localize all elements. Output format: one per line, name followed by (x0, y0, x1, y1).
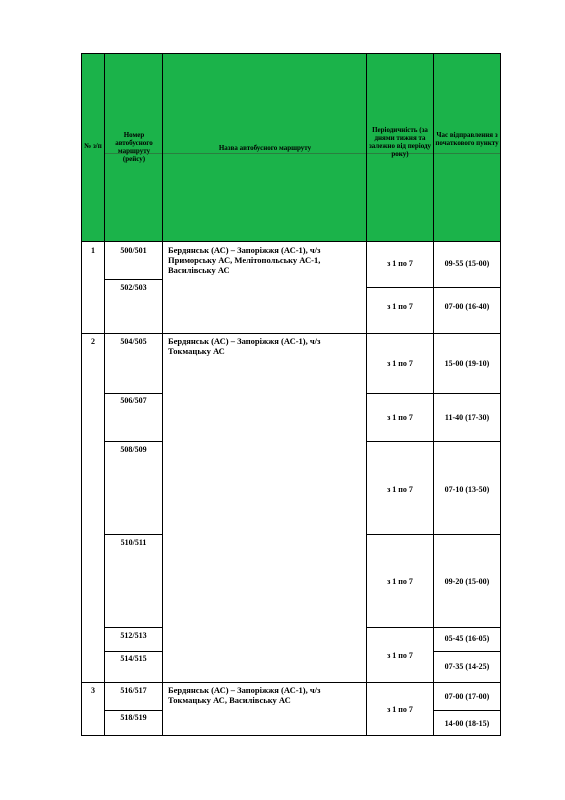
departure-time: 07-10 (13-50) (444, 485, 490, 494)
border (104, 534, 162, 535)
border (104, 651, 162, 652)
border (81, 682, 501, 683)
route-number: 500/501 (120, 246, 147, 255)
header-subline (162, 153, 366, 154)
departure-time: 09-20 (15-00) (444, 577, 490, 586)
border (81, 53, 82, 736)
border (81, 53, 501, 54)
route-number: 514/515 (120, 654, 147, 663)
header-subline (433, 153, 500, 154)
border (366, 534, 501, 535)
header-num: № з/п (84, 142, 102, 150)
route-number: 508/509 (120, 445, 147, 454)
departure-time: 14-00 (18-15) (444, 719, 490, 728)
departure-time: 09-55 (15-00) (444, 259, 490, 268)
border (81, 241, 501, 242)
route-number: 504/505 (120, 337, 147, 346)
departure-time: 07-35 (14-25) (444, 662, 490, 671)
border (81, 333, 501, 334)
departure-time: 15-00 (19-10) (444, 359, 490, 368)
border (366, 287, 501, 288)
header-route-name: Назва автобусного маршруту (218, 144, 312, 152)
period: з 1 по 7 (387, 485, 413, 494)
route-number: 510/511 (120, 538, 147, 547)
border (366, 393, 501, 394)
period: з 1 по 7 (387, 302, 413, 311)
period: з 1 по 7 (387, 705, 413, 714)
header-departure: Час відправлення з початкового пункту (435, 131, 499, 147)
border (104, 279, 162, 280)
border (81, 735, 501, 736)
route-name: Бердянськ (АС) – Запоріжжя (АС-1), ч/з Токмацьку АС, Василівську АС (168, 685, 321, 705)
period: з 1 по 7 (387, 413, 413, 422)
period: з 1 по 7 (387, 259, 413, 268)
departure-time: 05-45 (16-05) (444, 634, 490, 643)
header-periodicity: Періодичність (за днями тижня та залежно від періоду року) (368, 126, 432, 158)
border (104, 393, 162, 394)
row-num: 3 (91, 686, 95, 695)
border (104, 441, 162, 442)
period: з 1 по 7 (387, 651, 413, 660)
route-name: Бердянськ (АС) – Запоріжжя (АС-1), ч/з Токмацьку АС (168, 336, 321, 356)
border (366, 627, 501, 628)
departure-time: 07-00 (17-00) (444, 692, 490, 701)
route-number: 502/503 (120, 283, 147, 292)
border (366, 441, 501, 442)
border (433, 651, 501, 652)
border (366, 53, 367, 736)
row-num: 2 (91, 337, 95, 346)
departure-time: 07-00 (16-40) (444, 302, 490, 311)
period: з 1 по 7 (387, 577, 413, 586)
border (104, 627, 162, 628)
route-number: 506/507 (120, 396, 147, 405)
row-num: 1 (91, 246, 95, 255)
border (162, 53, 163, 736)
route-number: 512/513 (120, 631, 147, 640)
route-name: Бердянськ (АС) – Запоріжжя (АС-1), ч/з Приморську АС, Мелітопольську АС-1, Василівську АС (168, 245, 321, 275)
border (433, 710, 501, 711)
departure-time: 11-40 (17-30) (444, 413, 490, 422)
border (104, 710, 162, 711)
route-number: 516/517 (120, 686, 147, 695)
route-number: 518/519 (120, 713, 147, 722)
period: з 1 по 7 (387, 359, 413, 368)
border (500, 53, 501, 736)
header-route-number: Номер автобусного маршруту (рейсу) (115, 131, 153, 163)
